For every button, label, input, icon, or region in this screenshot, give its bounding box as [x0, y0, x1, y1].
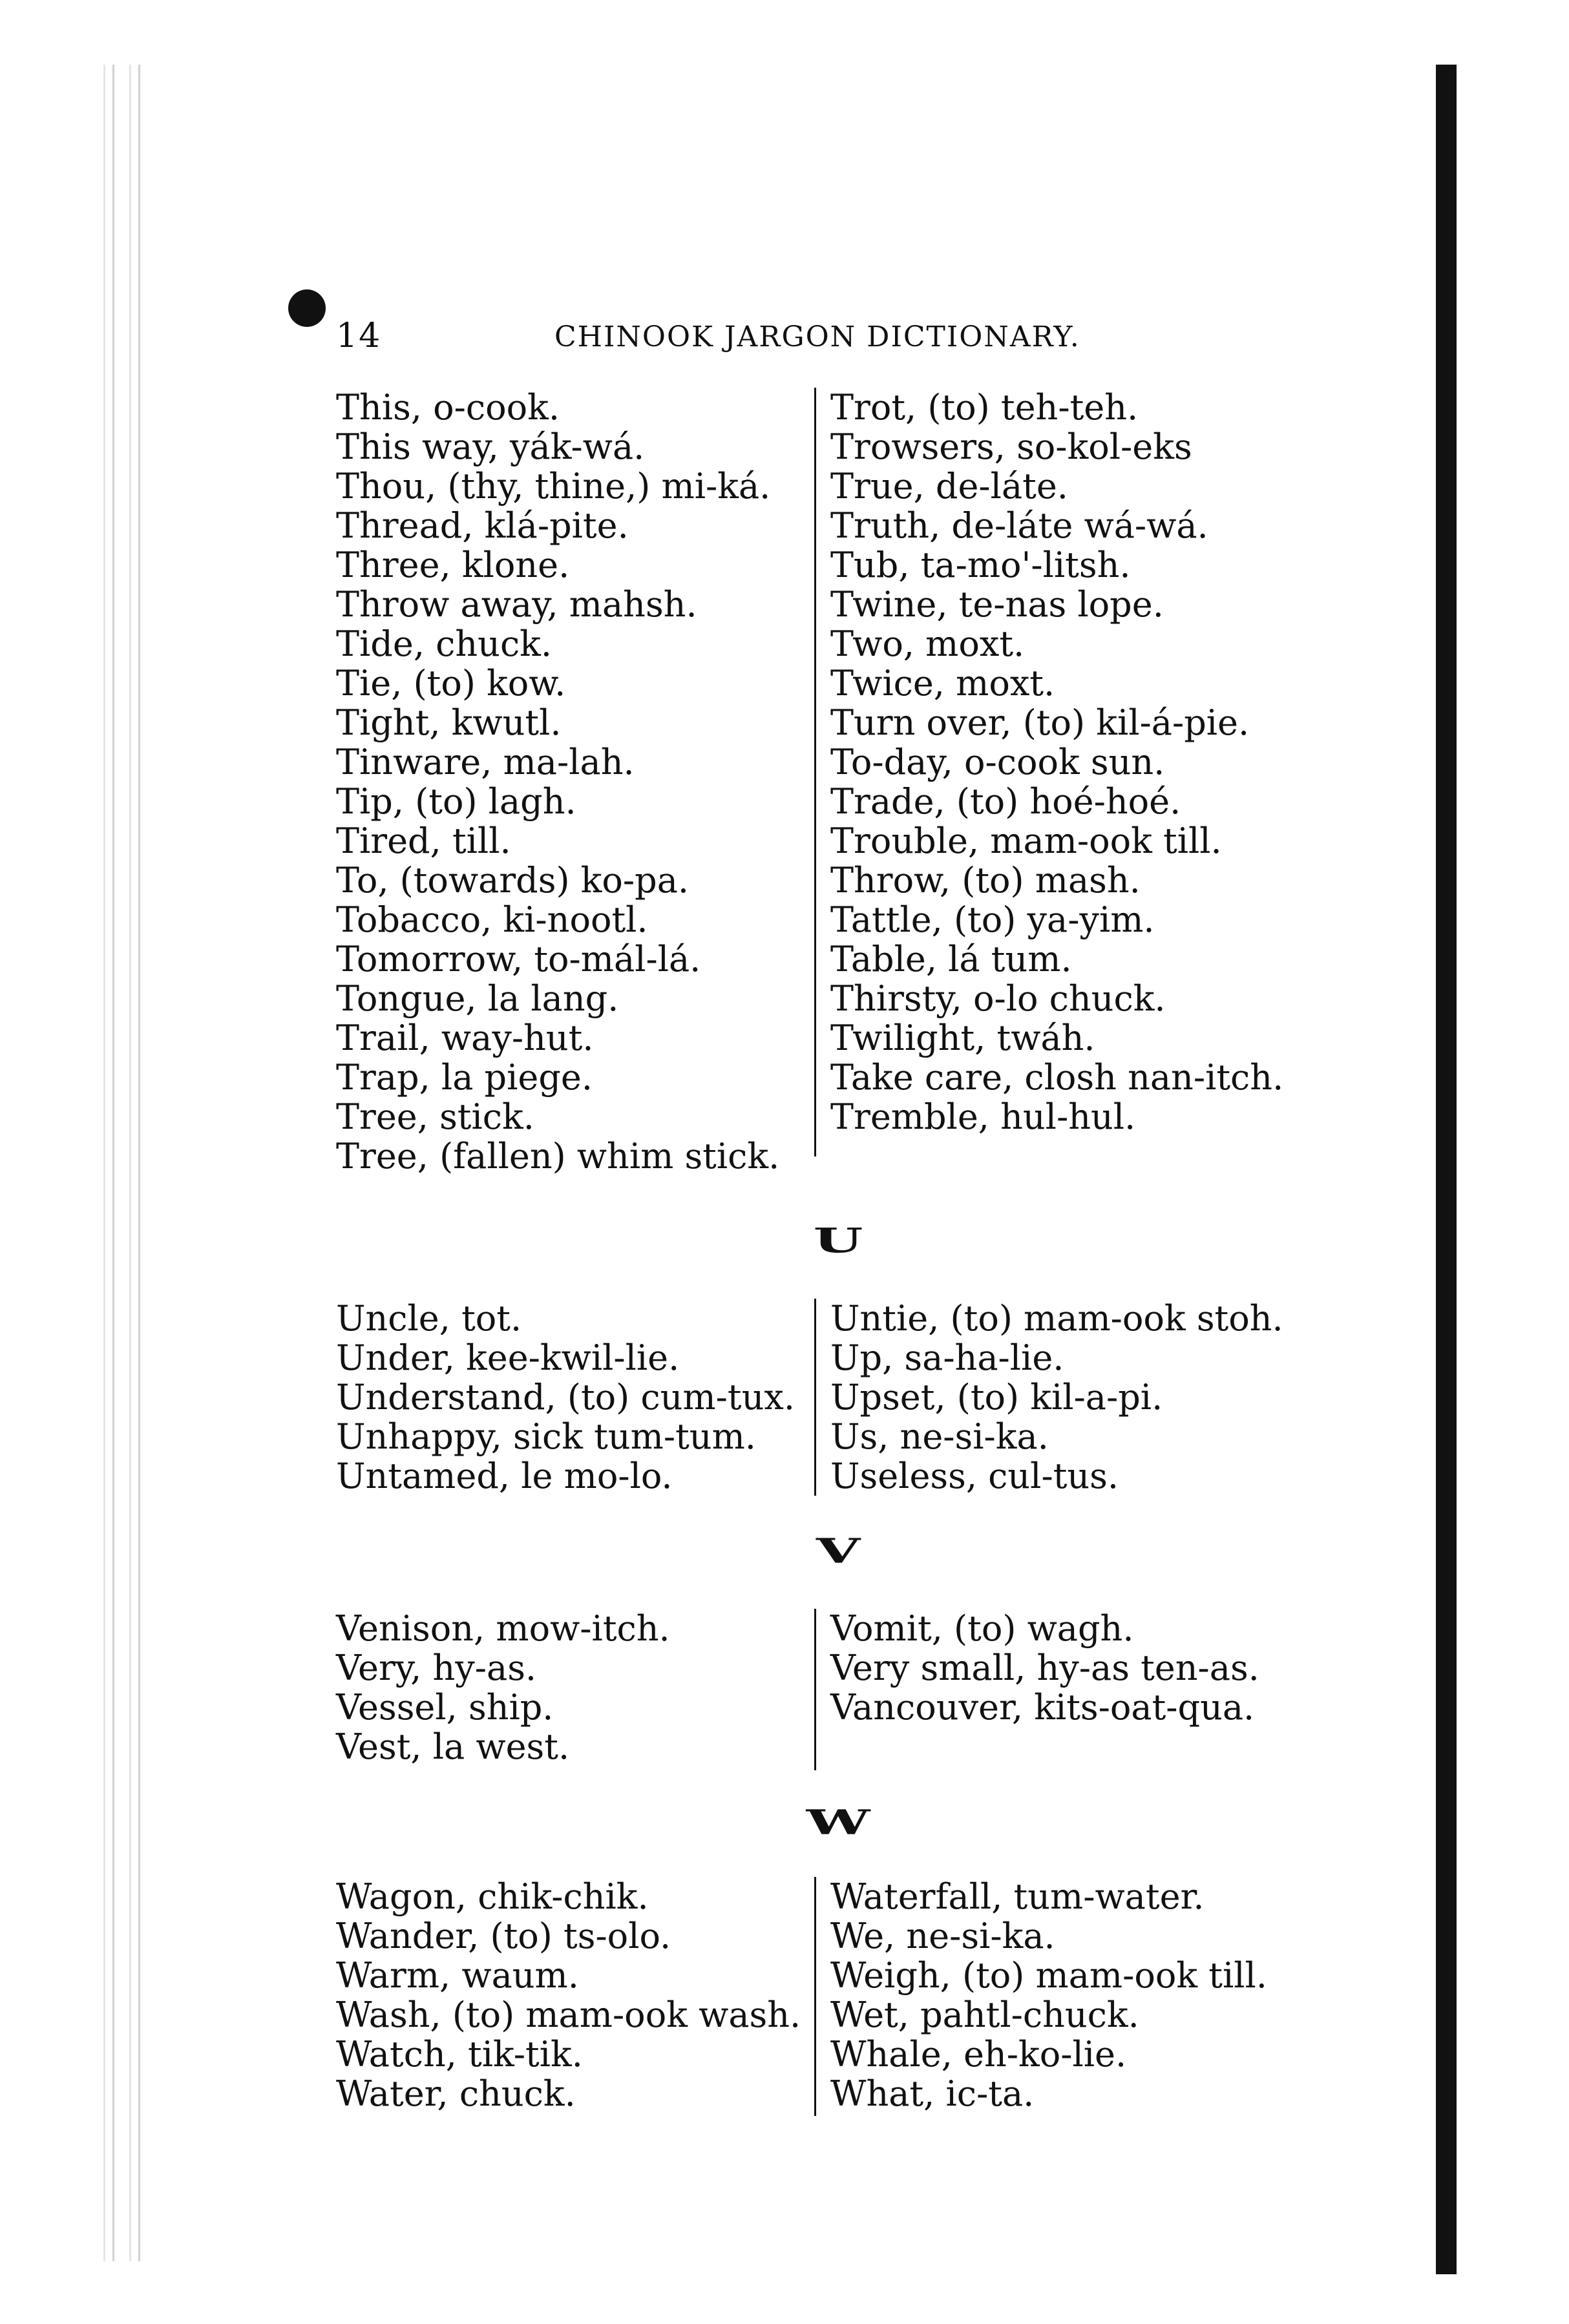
entry: Vessel, ship. — [336, 1687, 554, 1728]
entry: Thirsty, o-lo chuck. — [830, 978, 1166, 1019]
entry: To, (towards) ko-pa. — [336, 860, 690, 901]
entry: Useless, cul-tus. — [830, 1456, 1119, 1496]
entry: Tired, till. — [336, 821, 511, 861]
entry: Throw, (to) mash. — [830, 860, 1141, 901]
entry: Vomit, (to) wagh. — [830, 1608, 1134, 1649]
page-header — [336, 317, 1111, 362]
entry: This way, yák-wá. — [336, 426, 645, 467]
entry: Tattle, (to) ya-yim. — [830, 899, 1155, 940]
entry: Vancouver, kits-oat-qua. — [830, 1687, 1255, 1728]
entry: Twine, te-nas lope. — [830, 584, 1164, 625]
entry: Tip, (to) lagh. — [336, 781, 576, 822]
entry: Watch, tik-tik. — [336, 2034, 583, 2075]
entry: Throw away, mahsh. — [336, 584, 697, 625]
entry: Trouble, mam-ook till. — [830, 821, 1222, 861]
entry: Upset, (to) kil-a-pi. — [830, 1377, 1163, 1418]
section-t — [336, 388, 1357, 1182]
entry: Thou, (thy, thine,) mi-ká. — [336, 466, 771, 507]
entry: Tree, stick. — [336, 1096, 534, 1137]
entry: Tree, (fallen) whim stick. — [336, 1136, 780, 1177]
entry: Tie, (to) kow. — [336, 663, 566, 704]
ink-blot — [288, 289, 326, 327]
entry: Trowsers, so-kol-eks — [830, 426, 1192, 467]
entry: Unhappy, sick tum-tum. — [336, 1416, 756, 1457]
entry: Weigh, (to) mam-ook till. — [830, 1955, 1267, 1996]
entry: To-day, o-cook sun. — [830, 742, 1165, 782]
entry: Trail, way-hut. — [336, 1018, 594, 1058]
entry: We, ne-si-ka. — [830, 1916, 1055, 1956]
column-right — [814, 1609, 1373, 1770]
entry: Understand, (to) cum-tux. — [336, 1377, 795, 1418]
entry: Trot, (to) teh-teh. — [830, 387, 1139, 428]
entry: Tomorrow, to-mál-lá. — [336, 939, 701, 979]
entry: Tinware, ma-lah. — [336, 742, 635, 782]
scanned-page-edge — [97, 65, 149, 2261]
entry: Us, ne-si-ka. — [830, 1416, 1049, 1457]
entry: Tobacco, ki-nootl. — [336, 899, 648, 940]
running-title: CHINOOK JARGON DICTIONARY. — [554, 320, 1080, 353]
entry: Waterfall, tum-water. — [830, 1876, 1205, 1917]
entry: Truth, de-láte wá-wá. — [830, 505, 1208, 546]
entry: Tongue, la lang. — [336, 978, 619, 1019]
column-left — [336, 1299, 814, 1496]
entry: Trade, (to) hoé-hoé. — [830, 781, 1181, 822]
entry: Table, lá tum. — [830, 939, 1072, 979]
column-right — [814, 1299, 1373, 1496]
section-u — [336, 1299, 1357, 1505]
entry: Trap, la piege. — [336, 1057, 593, 1098]
entry: Tide, chuck. — [336, 623, 553, 664]
entry: Wet, pahtl-chuck. — [830, 1994, 1139, 2035]
page-number: 14 — [336, 317, 382, 355]
column-right — [814, 1877, 1373, 2116]
entry: This, o-cook. — [336, 387, 560, 428]
entry: Very small, hy-as ten-as. — [830, 1648, 1259, 1688]
entry: Twice, moxt. — [830, 663, 1055, 704]
section-heading-v: V — [816, 1530, 858, 1571]
entry: Twilight, twáh. — [830, 1018, 1095, 1058]
column-left — [336, 1609, 814, 1766]
entry: Warm, waum. — [336, 1955, 579, 1996]
column-left — [336, 388, 814, 1176]
entry: Thread, klá-pite. — [336, 505, 629, 546]
entry: Wash, (to) mam-ook wash. — [336, 1994, 801, 2035]
column-right — [814, 388, 1373, 1157]
entry: Tremble, hul-hul. — [830, 1096, 1136, 1137]
entry: Tight, kwutl. — [336, 702, 562, 743]
page-gutter-shadow — [1436, 65, 1457, 2274]
entry: Take care, closh nan-itch. — [830, 1057, 1284, 1098]
entry: Tub, ta-mo'-litsh. — [830, 545, 1131, 585]
section-heading-u: U — [813, 1220, 861, 1261]
section-heading-w: W — [806, 1801, 868, 1843]
entry: Up, sa-ha-lie. — [830, 1337, 1064, 1378]
section-w — [336, 1877, 1357, 2122]
entry: Very, hy-as. — [336, 1648, 537, 1688]
entry: What, ic-ta. — [830, 2073, 1035, 2114]
entry: Vest, la west. — [336, 1726, 570, 1767]
entry: Wagon, chik-chik. — [336, 1876, 649, 1917]
entry: Water, chuck. — [336, 2073, 576, 2114]
entry: Untie, (to) mam-ook stoh. — [830, 1298, 1283, 1339]
entry: Venison, mow-itch. — [336, 1608, 670, 1649]
entry: Wander, (to) ts-olo. — [336, 1916, 671, 1956]
entry: Two, moxt. — [830, 623, 1025, 664]
entry: Untamed, le mo-lo. — [336, 1456, 673, 1496]
entry: Uncle, tot. — [336, 1298, 522, 1339]
entry: Three, klone. — [336, 545, 570, 585]
column-left — [336, 1877, 814, 2113]
entry: Turn over, (to) kil-á-pie. — [830, 702, 1250, 743]
entry: True, de-láte. — [830, 466, 1068, 507]
entry: Whale, eh-ko-lie. — [830, 2034, 1127, 2075]
section-v — [336, 1609, 1357, 1777]
entry: Under, kee-kwil-lie. — [336, 1337, 680, 1378]
